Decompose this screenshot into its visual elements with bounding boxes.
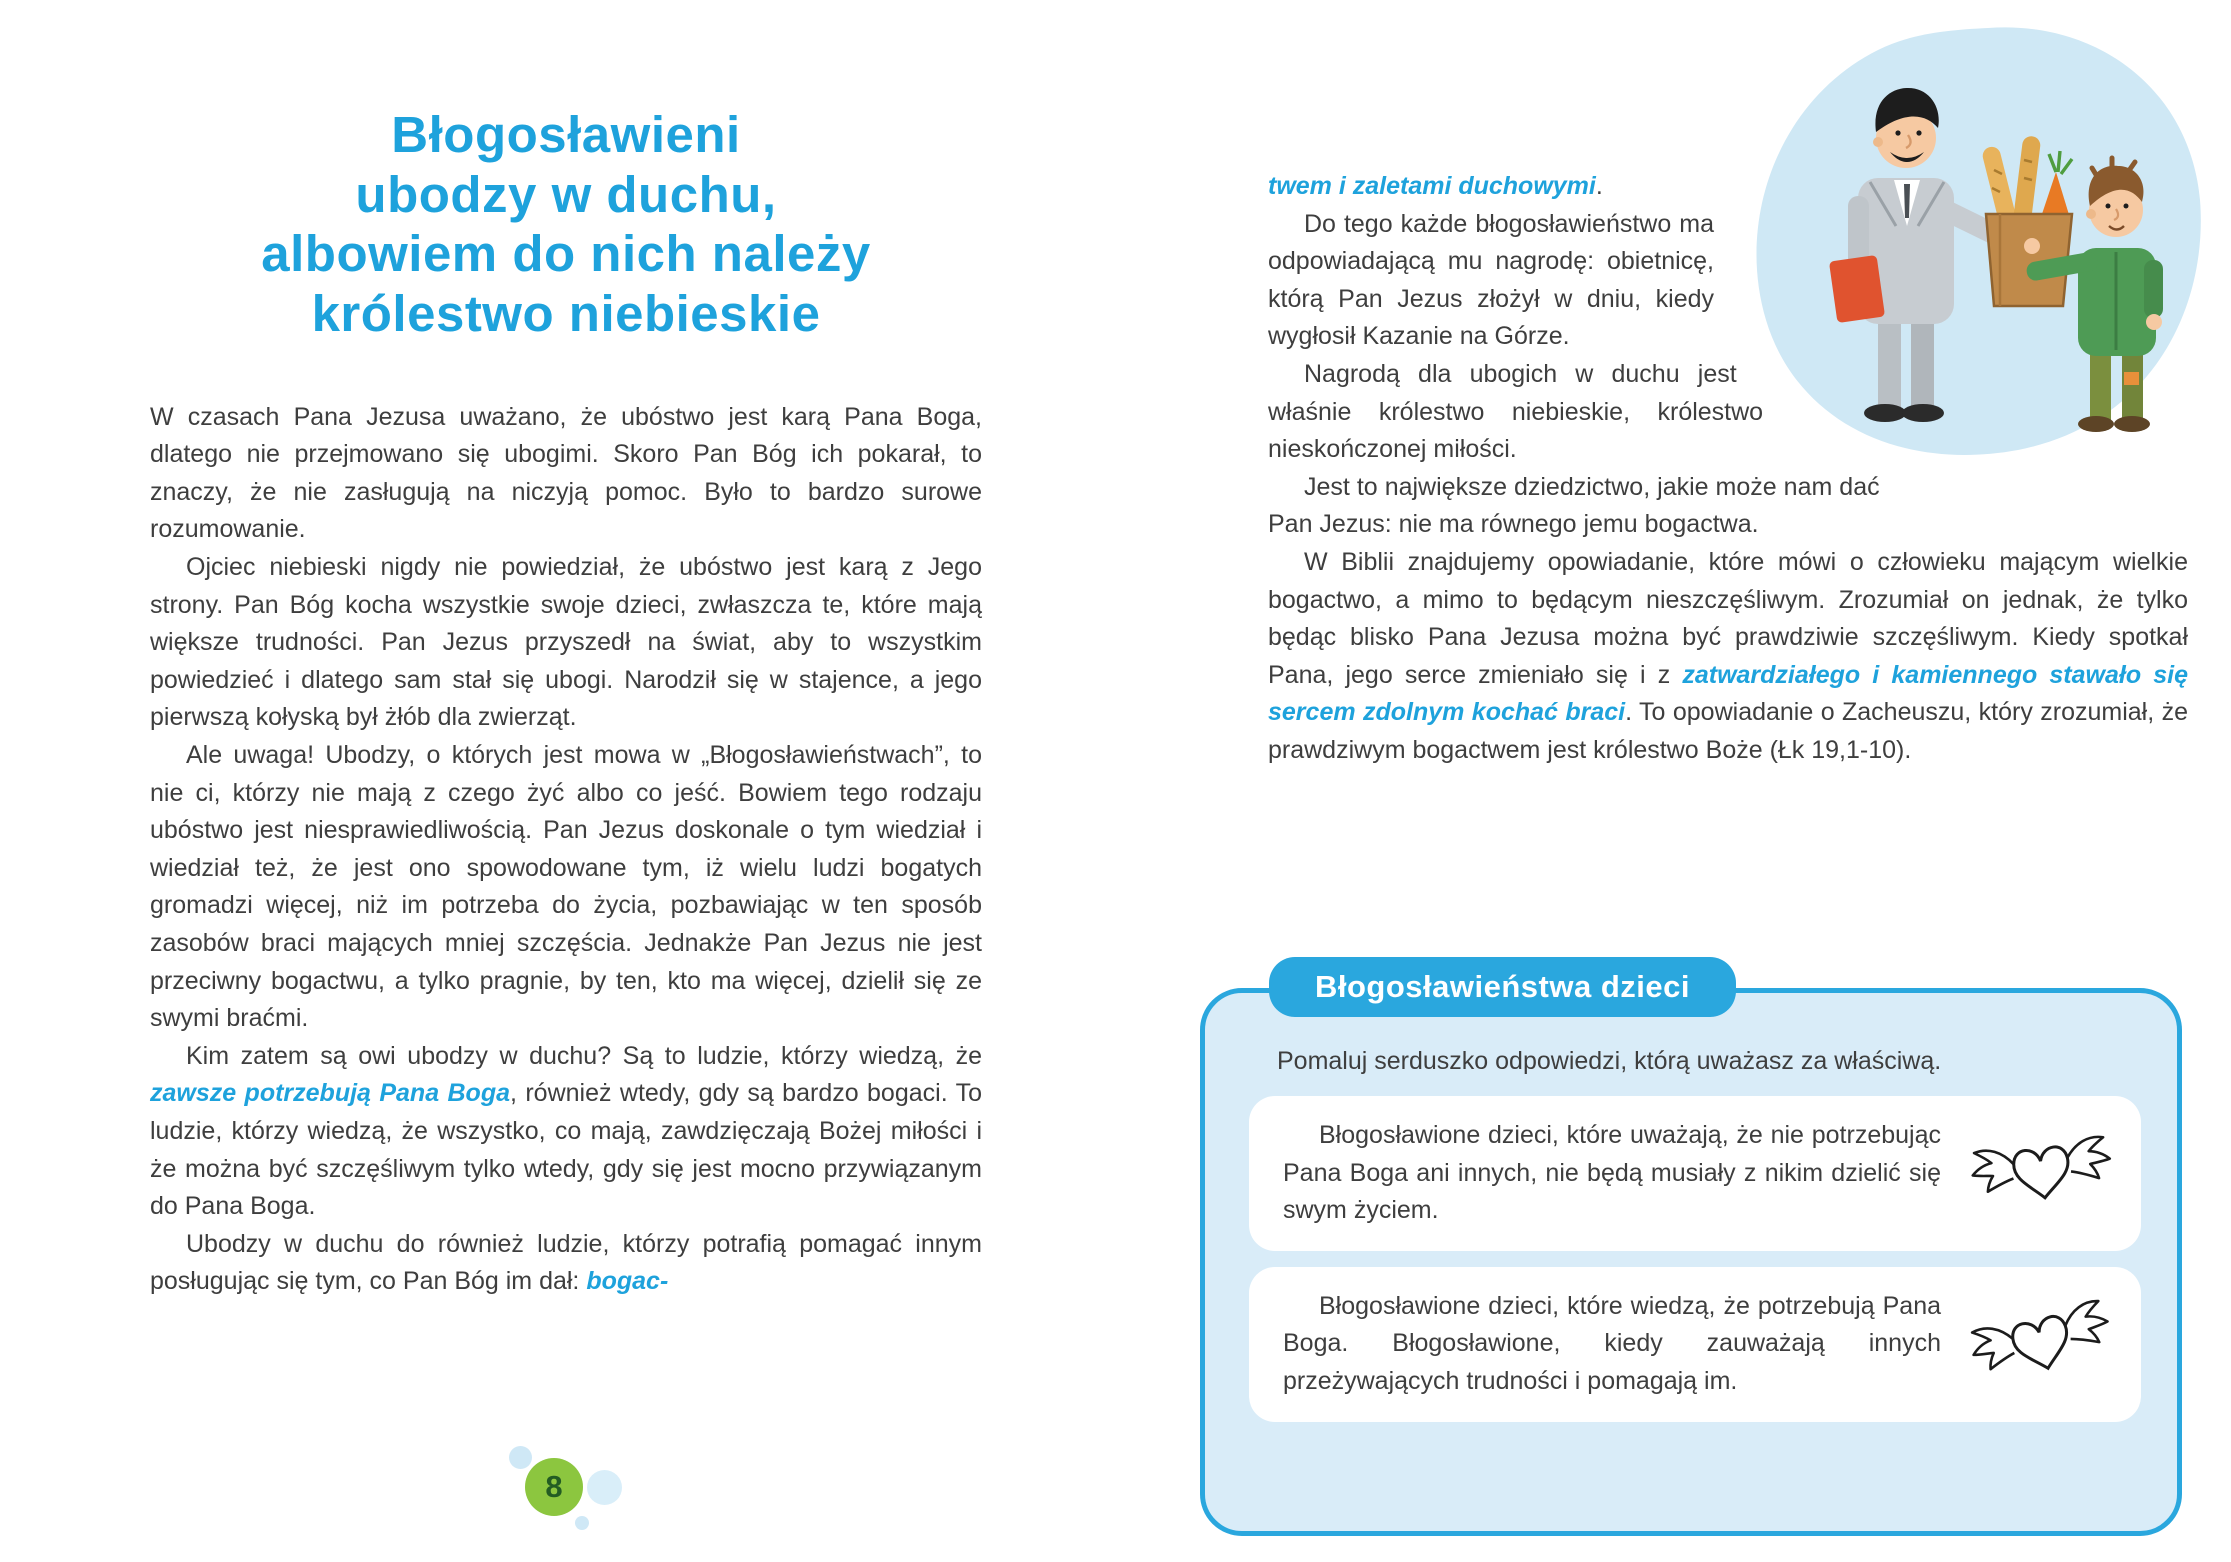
answer-option-text: Błogosławione dzieci, które wiedzą, że potrzebują Pana Boga. Błogosławione, kiedy zauważają innych przeżywających trudności i pomagają im.	[1283, 1291, 1941, 1395]
text-segment: Ale uwaga! Ubodzy, o których jest mowa w „Błogosławieństwach”, to nie ci, którzy nie mają z czego żyć albo co jeść. Bowiem tego rodzaju ubóstwo jest niesprawiedliwością. Pan Jezus doskonale o tym wiedział i wiedział też, że jest ono spowodowane tym, iż wielu ludzi bogatych gromadzi więcej, niż im potrzeba do życia, pozbawiając w ten sposób zasobów braci mających mniej szczęścia. Jednakże Pan Jezus nie jest przeciwny bogactwu, a tylko pragnie, by ten, kto ma więcej, dzielił się ze swymi braćmi.	[150, 740, 982, 1033]
answer-option-text: Błogosławione dzieci, które uważają, że nie potrzebując Pana Boga ani innych, nie będą musiały z nikim dzielić się swym życiem.	[1283, 1121, 1941, 1225]
highlighted-text: bogac-	[586, 1267, 669, 1296]
answer-option-1	[1249, 1096, 2141, 1251]
text-segment: Jest to największe dziedzictwo, jakie może nam dać Pan Jezus: nie ma równego jemu bogactwa.	[1268, 472, 1880, 539]
paragraph	[150, 737, 982, 1038]
text-segment: .	[1595, 172, 1603, 200]
answer-option-2	[1249, 1267, 2141, 1422]
text-segment: Ojciec niebieski nigdy nie powiedział, że ubóstwo jest karą z Jego strony. Pan Bóg kocha wszystkie swoje dzieci, zwłaszcza te, które mają większe trudności. Pan Jezus przyszedł na świat, aby to wszystkim powiedzieć i dlatego sam stał się ubogi. Narodził się w stajence, a jego pierwszą kołyską był żłób dla zwierząt.	[150, 553, 982, 732]
text-segment: , również wtedy, gdy są bardzo bogaci. To ludzie, którzy wiedzą, że wszystko, co mają, zawdzięczają Bożej miłości i że można być szczęśliwym tylko wtedy, gdy się jest mocno przywiązanym do Pana Boga.	[150, 1079, 982, 1221]
paragraph	[1268, 469, 2188, 544]
left-body-text	[150, 399, 982, 1301]
paragraph	[150, 399, 982, 549]
text-segment: W czasach Pana Jezusa uważano, że ubóstwo jest karą Pana Boga, dlatego nie przejmowano się ubogimi. Skoro Pan Bóg ich pokarał, to znaczy, że nie zasługują na niczyją pomoc. Było to bardzo surowe rozumowanie.	[150, 402, 982, 544]
text-segment: Do tego każde błogosławieństwo ma odpowiadającą mu nagrodę: obietnicę, którą Pan Jezus złożył w dniu, kiedy wygłosił Kazanie na Górze.	[1268, 209, 1714, 351]
page-number: 8	[525, 1458, 583, 1516]
grocery-bag	[1981, 135, 2072, 306]
page-title	[150, 105, 982, 344]
right-page	[1268, 20, 2188, 770]
paragraph	[150, 549, 982, 737]
title-line: Błogosławieni	[391, 106, 741, 163]
illustration-two-men-grocery-bag	[1738, 20, 2208, 470]
bubble-icon	[587, 1470, 622, 1505]
text-segment: . To opowiadanie o Zacheuszu, który zrozumiał, że prawdziwym bogactwem jest królestwo Boże (Łk 19,1-10).	[1268, 698, 2189, 764]
title-line: królestwo niebieskie	[311, 284, 821, 342]
text-segment: Kim zatem są owi ubodzy w duchu? Są to ludzie, którzy wiedzą, że	[186, 1041, 982, 1070]
highlighted-text: zatwardziałego i kamiennego stawało się sercem zdolnym kochać braci	[1268, 660, 2188, 727]
highlighted-text: zawsze potrzebują Pana Boga	[150, 1079, 510, 1108]
highlighted-text: twem i zaletami duchowymi	[1268, 172, 1596, 200]
paragraph	[150, 1038, 982, 1226]
text-segment: W Biblii znajdujemy opowiadanie, które mówi o człowieku mającym wielkie bogactwo, a mimo to będącym nieszczęśliwym. Zrozumiał on jednak, że tylko będąc blisko Pana Jezusa można być prawdziwie szczęśliwym. Kiedy spotkał Pana, jego serce zmieniało się i z	[1268, 547, 2188, 689]
title-line: albowiem do nich należy	[261, 225, 871, 283]
text-segment: Nagrodą dla ubogich w duchu jest właśnie królestwo niebieskie, królestwo nieskończonej miłości.	[1268, 359, 1764, 464]
activity-box	[1200, 969, 2182, 1536]
page-number-area	[505, 1442, 635, 1547]
title-line: ubodzy w duchu,	[355, 165, 777, 223]
left-page	[150, 105, 982, 1301]
activity-instruction: Pomaluj serduszko odpowiedzi, którą uważasz za właściwą.	[1277, 1047, 1942, 1075]
paragraph	[1268, 544, 2188, 770]
winged-heart-icon[interactable]	[1962, 1123, 2121, 1225]
paragraph	[150, 1226, 982, 1301]
bubble-icon	[509, 1446, 532, 1469]
activity-box-title: Błogosławieństwa dzieci	[1269, 957, 1736, 1017]
bubble-icon	[575, 1516, 589, 1530]
text-segment: Ubodzy w duchu do również ludzie, którzy potrafią pomagać innym posługując się tym, co Pan Bóg im dał:	[150, 1229, 982, 1296]
winged-heart-icon[interactable]	[1959, 1285, 2125, 1403]
